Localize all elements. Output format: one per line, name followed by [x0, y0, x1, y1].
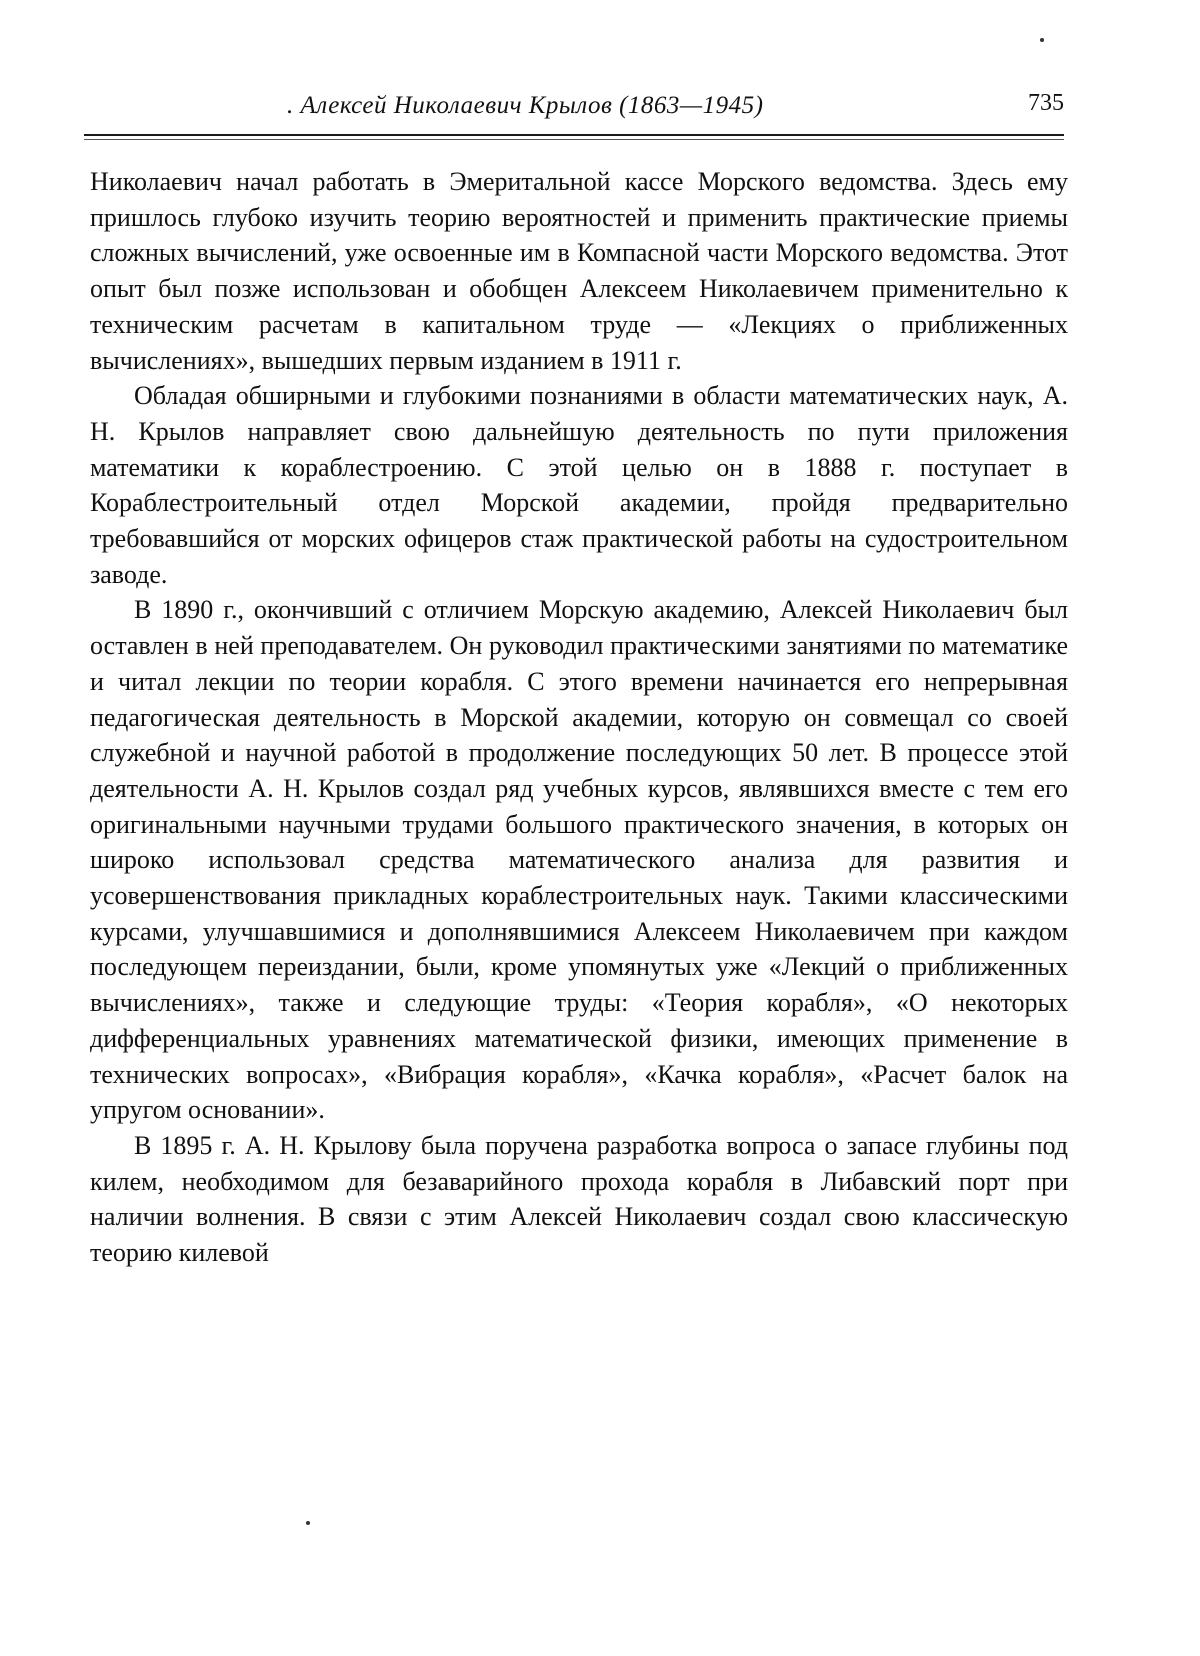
- scan-speck: [306, 1521, 310, 1525]
- paragraph-4: В 1895 г. А. Н. Крылову была поручена разработка вопроса о запасе глубины под килем, необходимом для безаварийного прохода корабля в Либавский порт при наличии волнения. В связи с этим Алексей Николаевич создал свою классическую теорию килевой: [90, 1130, 1068, 1268]
- running-head: [84, 92, 1064, 132]
- paragraph-2: Обладая обширными и глубокими познаниями в области математических наук, А. Н. Крылов направляет свою дальнейшую деятельность по пути приложения математики к кораблестроению. С этой целью он в 1888 г. поступает в Кораблестроительный отдел Морской академии, пройдя предварительно требовавшийся от морских офицеров стаж практической работы на судостроительном заводе.: [90, 381, 1068, 589]
- paragraph-3: В 1890 г., окончивший с отличием Морскую академию, Алексей Николаевич был оставлен в ней преподавателем. Он руководил практическими занятиями по математике и читал лекции по теории корабля. С этого времени начинается его непрерывная педагогическая деятельность в Морской академии, которую он совмещал со своей служебной и научной работой в продолжение последующих 50 лет. В процессе этой деятельности А. Н. Крылов создал ряд учебных курсов, являвшихся вместе с тем его оригинальными научными трудами большого практического значения, в которых он широко использовал средства математического анализа для развития и усовершенствования прикладных кораблестроительных наук. Такими классическими курсами, улучшавшимися и дополнявшимися Алексеем Николаевичем при каждом последующем переиздании, были, кроме упомянутых уже «Лекций о приближенных вычислениях», также и следующие труды: «Теория корабля», «О некоторых дифференциальных уравнениях математической физики, имеющих применение в технических вопросах», «Вибрация корабля», «Качка корабля», «Расчет балок на упругом основании».: [90, 595, 1068, 1125]
- header-rule-thin: [84, 139, 1064, 140]
- body-text: [90, 164, 1068, 1271]
- running-title: . Алексей Николаевич Крылов (1863—1945): [287, 92, 764, 119]
- header-rule: [84, 134, 1064, 136]
- scan-speck: [1040, 38, 1044, 42]
- paragraph-1: Николаевич начал работать в Эмеритальной кассе Морского ведомства. Здесь ему пришлось глубоко изучить теорию вероятностей и применить практические приемы сложных вычислений, уже освоенные им в Компасной части Морского ведомства. Этот опыт был позже использован и обобщен Алексеем Николаевичем применительно к техническим расчетам в капитальном труде — «Лекциях о приближенных вычислениях», вышедших первым изданием в 1911 г.: [90, 167, 1068, 375]
- page-number: 735: [1028, 90, 1064, 116]
